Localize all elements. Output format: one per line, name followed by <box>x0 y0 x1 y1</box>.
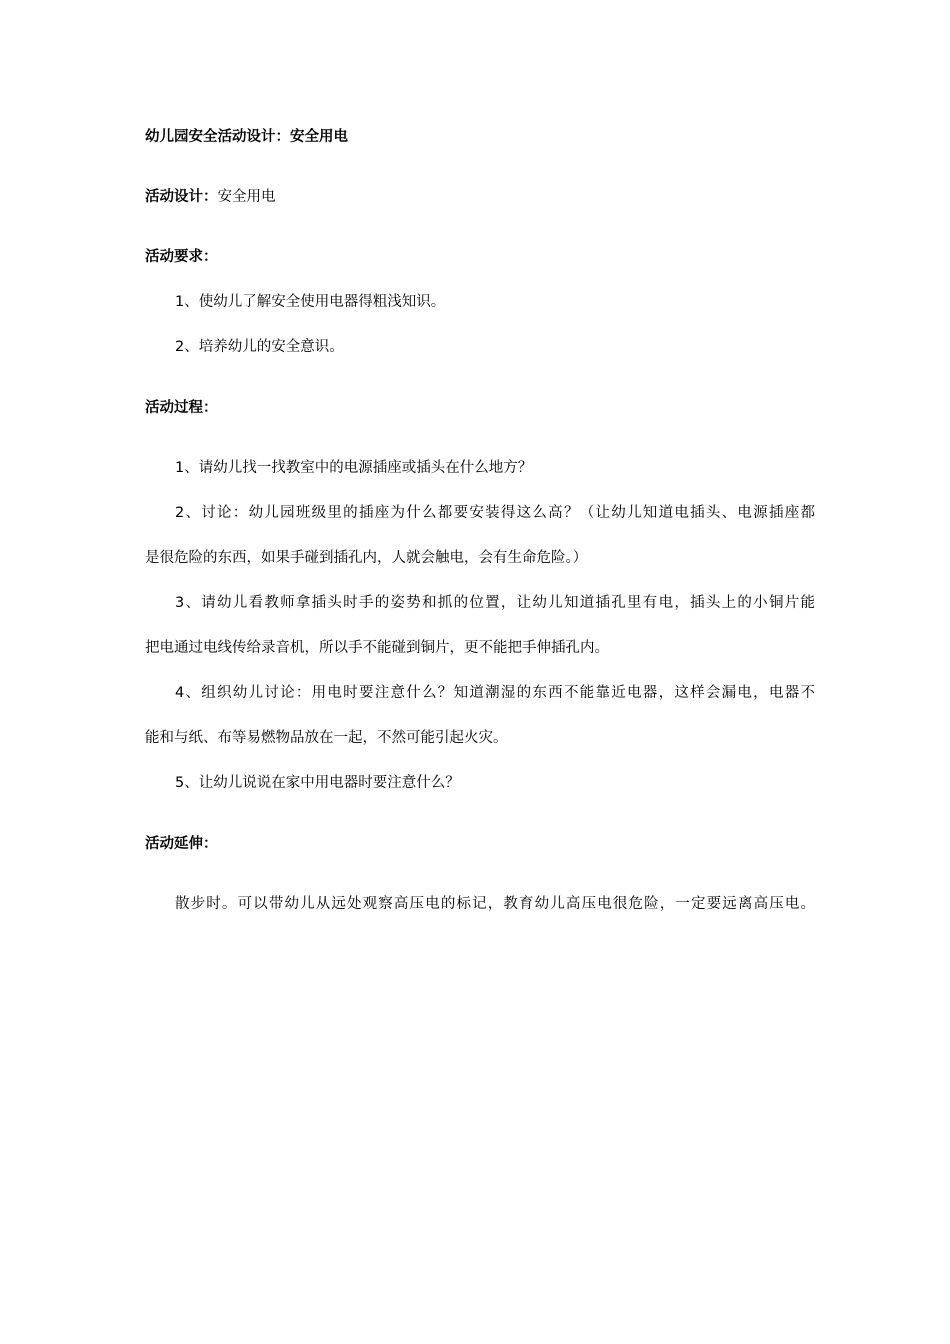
process-step-4-line-1: 4、组织幼儿讨论：用电时要注意什么？知道潮湿的东西不能靠近电器，这样会漏电，电器不 <box>175 685 815 701</box>
requirements-heading: 活动要求： <box>145 249 218 265</box>
process-step-1: 1、请幼儿找一找教室中的电源插座或插头在什么地方？ <box>175 460 533 476</box>
requirement-item-1: 1、使幼儿了解安全使用电器得粗浅知识。 <box>175 294 446 310</box>
activity-design-value: 安全用电 <box>217 189 276 205</box>
process-step-3-line-2: 把电通过电线传给录音机，所以手不能碰到铜片，更不能把手伸插孔内。 <box>145 640 609 656</box>
process-step-5: 5、让幼儿说说在家中用电器时要注意什么？ <box>175 775 460 791</box>
activity-design-line <box>145 187 815 207</box>
extension-text: 散步时。可以带幼儿从远处观察高压电的标记，教育幼儿高压电很危险，一定要远离高压电。 <box>175 896 815 912</box>
extension-heading: 活动延伸： <box>145 836 218 852</box>
process-step-3-line-1: 3、请幼儿看教师拿插头时手的姿势和抓的位置，让幼儿知道插孔里有电，插头上的小铜片能 <box>175 595 815 611</box>
process-step-4-line-2: 能和与纸、布等易燃物品放在一起，不然可能引起火灾。 <box>145 730 508 746</box>
activity-design-label: 活动设计： <box>145 189 218 205</box>
process-step-2-line-1: 2、讨论：幼儿园班级里的插座为什么都要安装得这么高？（让幼儿知道电插头、电源插座都 <box>175 505 815 521</box>
process-heading: 活动过程： <box>145 400 218 416</box>
doc-title: 幼儿园安全活动设计：安全用电 <box>145 129 348 145</box>
process-step-2-line-2: 是很危险的东西，如果手碰到插孔内，人就会触电，会有生命危险。） <box>145 550 588 566</box>
requirement-item-2: 2、培养幼儿的安全意识。 <box>175 339 344 355</box>
